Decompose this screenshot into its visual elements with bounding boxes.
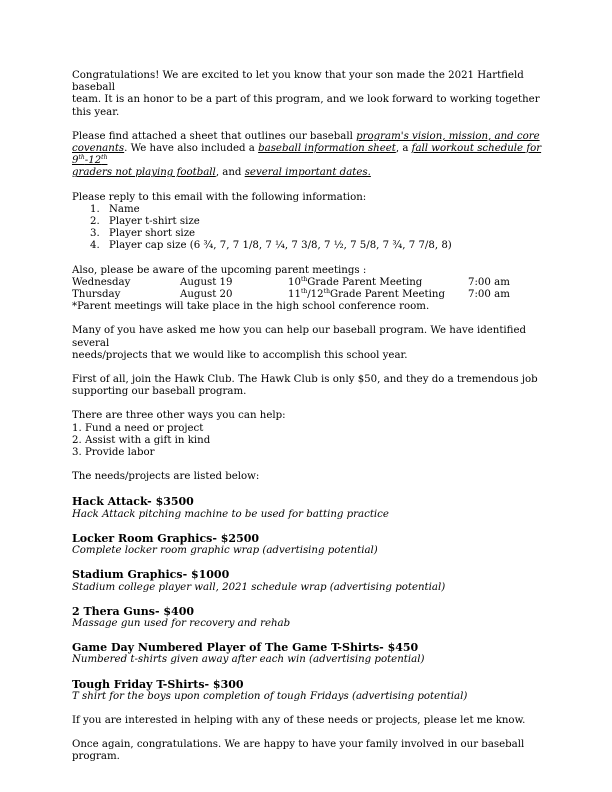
attachments-paragraph <box>72 131 542 180</box>
grade: 11 <box>288 289 301 301</box>
hawk-club-line-1: First of all, join the Hawk Club. The Hawk Club is only $50, and they do a tremendous job <box>72 374 538 386</box>
need-desc: T shirt for the boys upon completion of tough Fridays (advertising potential) <box>72 690 468 702</box>
attach-text: , a <box>395 143 412 155</box>
meetings-intro: Also, please be aware of the upcoming parent meetings : <box>72 264 367 276</box>
need-desc: Numbered t-shirts given away after each win (advertising potential) <box>72 654 425 666</box>
way-item: 1. Fund a need or project <box>72 422 204 434</box>
sup: th <box>300 288 308 296</box>
needs-intro: The needs/projects are listed below: <box>72 471 260 483</box>
reply-intro: Please reply to this email with the following information: <box>72 191 367 203</box>
need-title: Locker Room Graphics- $2500 <box>72 531 260 545</box>
attach-text: . We have also included a <box>124 143 259 155</box>
grade: /12 <box>307 289 324 301</box>
list-item <box>72 204 542 216</box>
grade: 10 <box>288 276 301 288</box>
need-desc: Massage gun used for recovery and rehab <box>72 617 291 629</box>
vision-link[interactable]: program's vision, mission, and core <box>356 130 540 142</box>
intro-line-2: team. It is an honor to be a part of this program, and we look forward to working together this year. <box>72 94 540 118</box>
baseball-info-link[interactable]: baseball information sheet <box>258 143 396 155</box>
list-text: Player cap size (6 ¾, 7, 7 1/8, 7 ¼, 7 3/8, 7 ½, 7 5/8, 7 ¾, 7 7/8, 8) <box>109 240 452 252</box>
need-desc: Complete locker room graphic wrap (advertising potential) <box>72 545 378 557</box>
important-dates-link[interactable]: several important dates. <box>244 167 371 179</box>
meeting-day: Wednesday <box>72 276 131 288</box>
ways-intro: There are three other ways you can help: <box>72 410 286 422</box>
meeting-date: August 19 <box>180 276 233 288</box>
sup: th <box>101 154 108 162</box>
covenants-link[interactable]: covenants <box>72 143 125 155</box>
need-title: Stadium Graphics- $1000 <box>72 568 230 582</box>
list-text: Player short size <box>109 228 196 240</box>
hawk-club-line-2: supporting our baseball program. <box>72 386 247 398</box>
letter <box>72 70 542 764</box>
fall-workout-link-cont[interactable]: graders not playing football <box>72 167 216 179</box>
need-title: 2 Thera Guns- $400 <box>72 604 195 618</box>
list-item <box>72 240 542 252</box>
list-number: 3. <box>90 228 100 240</box>
intro-line-1: Congratulations! We are excited to let you know that your son made the 2021 Hartfield baseball <box>72 70 524 94</box>
meeting-time: 7:00 am <box>468 289 510 301</box>
meeting-title <box>288 289 468 301</box>
meeting-day: Thursday <box>72 289 121 301</box>
closing-line-2: Once again, congratulations. We are happy to have your family involved in our baseball program. <box>72 739 525 763</box>
meeting-row <box>72 289 542 301</box>
reply-list <box>72 204 542 253</box>
need-desc: Hack Attack pitching machine to be used for batting practice <box>72 508 389 520</box>
grade-text: Grade Parent Meeting <box>329 289 445 301</box>
meeting-time: 7:00 am <box>468 276 510 288</box>
closing-line-1: If you are interested in helping with any of these needs or projects, please let me know. <box>72 714 526 726</box>
need-title: Game Day Numbered Player of The Game T-Shirts- $450 <box>72 641 419 655</box>
sup: th <box>300 275 308 283</box>
list-text: Name <box>109 203 140 215</box>
list-item <box>72 228 542 240</box>
way-item: 2. Assist with a gift in kind <box>72 434 211 446</box>
link-text: fall workout schedule for 9 <box>72 143 542 167</box>
link-text: -12 <box>84 155 102 167</box>
meetings-note: *Parent meetings will take place in the high school conference room. <box>72 301 430 313</box>
attach-text: Please find attached a sheet that outlines our baseball <box>72 130 357 142</box>
meeting-date: August 20 <box>180 289 233 301</box>
list-number: 1. <box>90 203 100 215</box>
list-item <box>72 216 542 228</box>
help-line-1: Many of you have asked me how you can help our baseball program. We have identified several <box>72 325 527 349</box>
sup: th <box>323 288 330 296</box>
attach-text: , and <box>215 167 245 179</box>
need-desc: Stadium college player wall, 2021 schedule wrap (advertising potential) <box>72 581 446 593</box>
list-text: Player t-shirt size <box>109 216 200 228</box>
need-title: Tough Friday T-Shirts- $300 <box>72 677 244 691</box>
grade-text: Grade Parent Meeting <box>307 276 423 288</box>
sup: th <box>78 154 85 162</box>
list-number: 2. <box>90 216 100 228</box>
way-item: 3. Provide labor <box>72 447 155 459</box>
help-line-2: needs/projects that we would like to accomplish this school year. <box>72 349 408 361</box>
list-number: 4. <box>90 240 100 252</box>
need-title: Hack Attack- $3500 <box>72 495 194 509</box>
meeting-title <box>288 277 468 289</box>
